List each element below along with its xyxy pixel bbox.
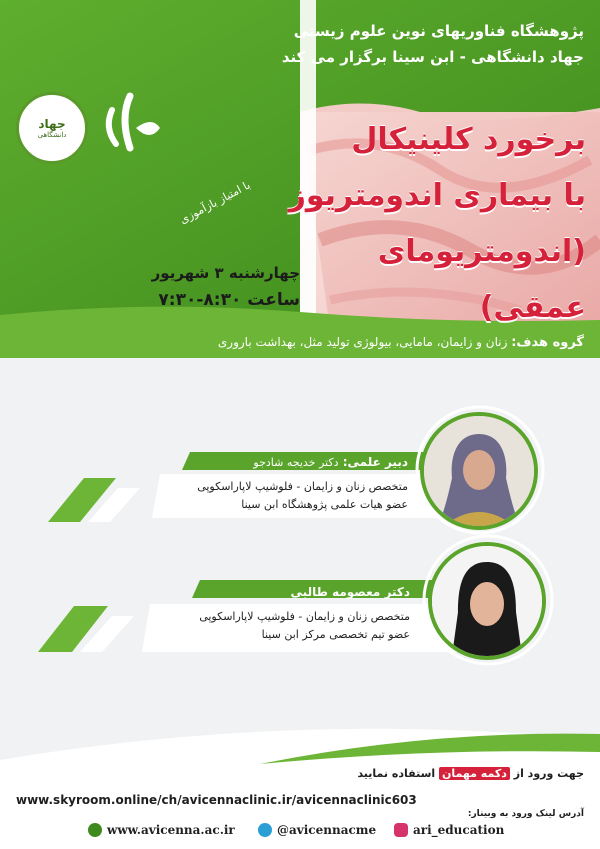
globe-icon <box>88 823 102 837</box>
organizer-line-2: جهاد دانشگاهی - ابن سینا برگزار می کند <box>281 48 584 66</box>
telegram-text: @avicennacme <box>277 823 377 837</box>
event-time: ساعت ۸:۳۰-۷:۳۰ <box>158 290 300 310</box>
instagram-text: ari_education <box>413 823 505 837</box>
webinar-url-label: آدرس لینک ورود به وبینار: <box>467 809 584 819</box>
person-icon <box>432 546 542 656</box>
target-group-value: زنان و زایمان، مامایی، بیولوژی تولید مثل، بهداشت باروری <box>217 335 508 349</box>
website-text: www.avicenna.ac.ir <box>107 823 235 837</box>
jahad-logo-text: جهاد <box>38 117 66 131</box>
avicenna-logo-icon <box>100 88 164 160</box>
target-group-text <box>24 335 584 350</box>
speaker-1-line-2: عضو هیات علمی پژوهشگاه ابن سینا <box>241 498 408 511</box>
credit-note: با امتیاز بازآموزی <box>177 178 253 227</box>
webinar-url[interactable]: www.skyroom.online/ch/avicennaclinic.ir/avicennaclinic603 <box>16 793 417 807</box>
guest-entry-pre: جهت ورود از <box>513 767 584 780</box>
speaker-2-line-1: متخصص زنان و زایمان - فلوشیپ لاپاراسکوپی <box>199 610 410 623</box>
jahad-logo <box>16 92 88 164</box>
speaker-1-role: دبیر علمی: <box>342 455 408 469</box>
instagram-icon <box>394 823 408 837</box>
event-title <box>286 112 586 336</box>
guest-entry-post: استفاده نمایید <box>357 767 436 780</box>
organizer-line-1: پژوهشگاه فناوریهای نوین علوم زیستی <box>293 22 584 40</box>
title-line-2: با بیماری اندومتریوز <box>288 178 586 213</box>
organizer-text <box>264 18 584 70</box>
telegram-link[interactable] <box>258 823 376 837</box>
speaker-1-heading <box>253 455 408 469</box>
speaker-1-line-1: متخصص زنان و زایمان - فلوشیپ لاپاراسکوپی <box>197 480 408 493</box>
header-section <box>0 0 600 330</box>
social-links <box>0 819 600 849</box>
event-date: چهارشنبه ۳ شهریور <box>151 264 300 282</box>
target-group-label: گروه هدف: <box>511 335 584 350</box>
person-icon <box>424 416 534 526</box>
speaker-1-name: دکتر خدیجه شادجو <box>253 456 339 469</box>
target-group-bar <box>0 330 600 358</box>
instagram-link[interactable] <box>394 823 504 837</box>
guest-entry-note <box>84 767 584 780</box>
speaker-2-photo <box>428 542 546 660</box>
speaker-2-line-2: عضو تیم تخصصی مرکز ابن سینا <box>261 628 410 641</box>
website-link[interactable] <box>88 823 235 837</box>
speaker-2-name: دکتر معصومه طالبی <box>290 585 410 599</box>
title-line-3: (اندومتریومای عمقی) <box>377 234 586 325</box>
jahad-logo-subtext: دانشگاهی <box>37 131 67 139</box>
telegram-icon <box>258 823 272 837</box>
title-line-1: برخورد کلینیکال <box>351 122 586 157</box>
speaker-1-photo <box>420 412 538 530</box>
guest-button-label: دکمه مهمان <box>439 767 510 780</box>
